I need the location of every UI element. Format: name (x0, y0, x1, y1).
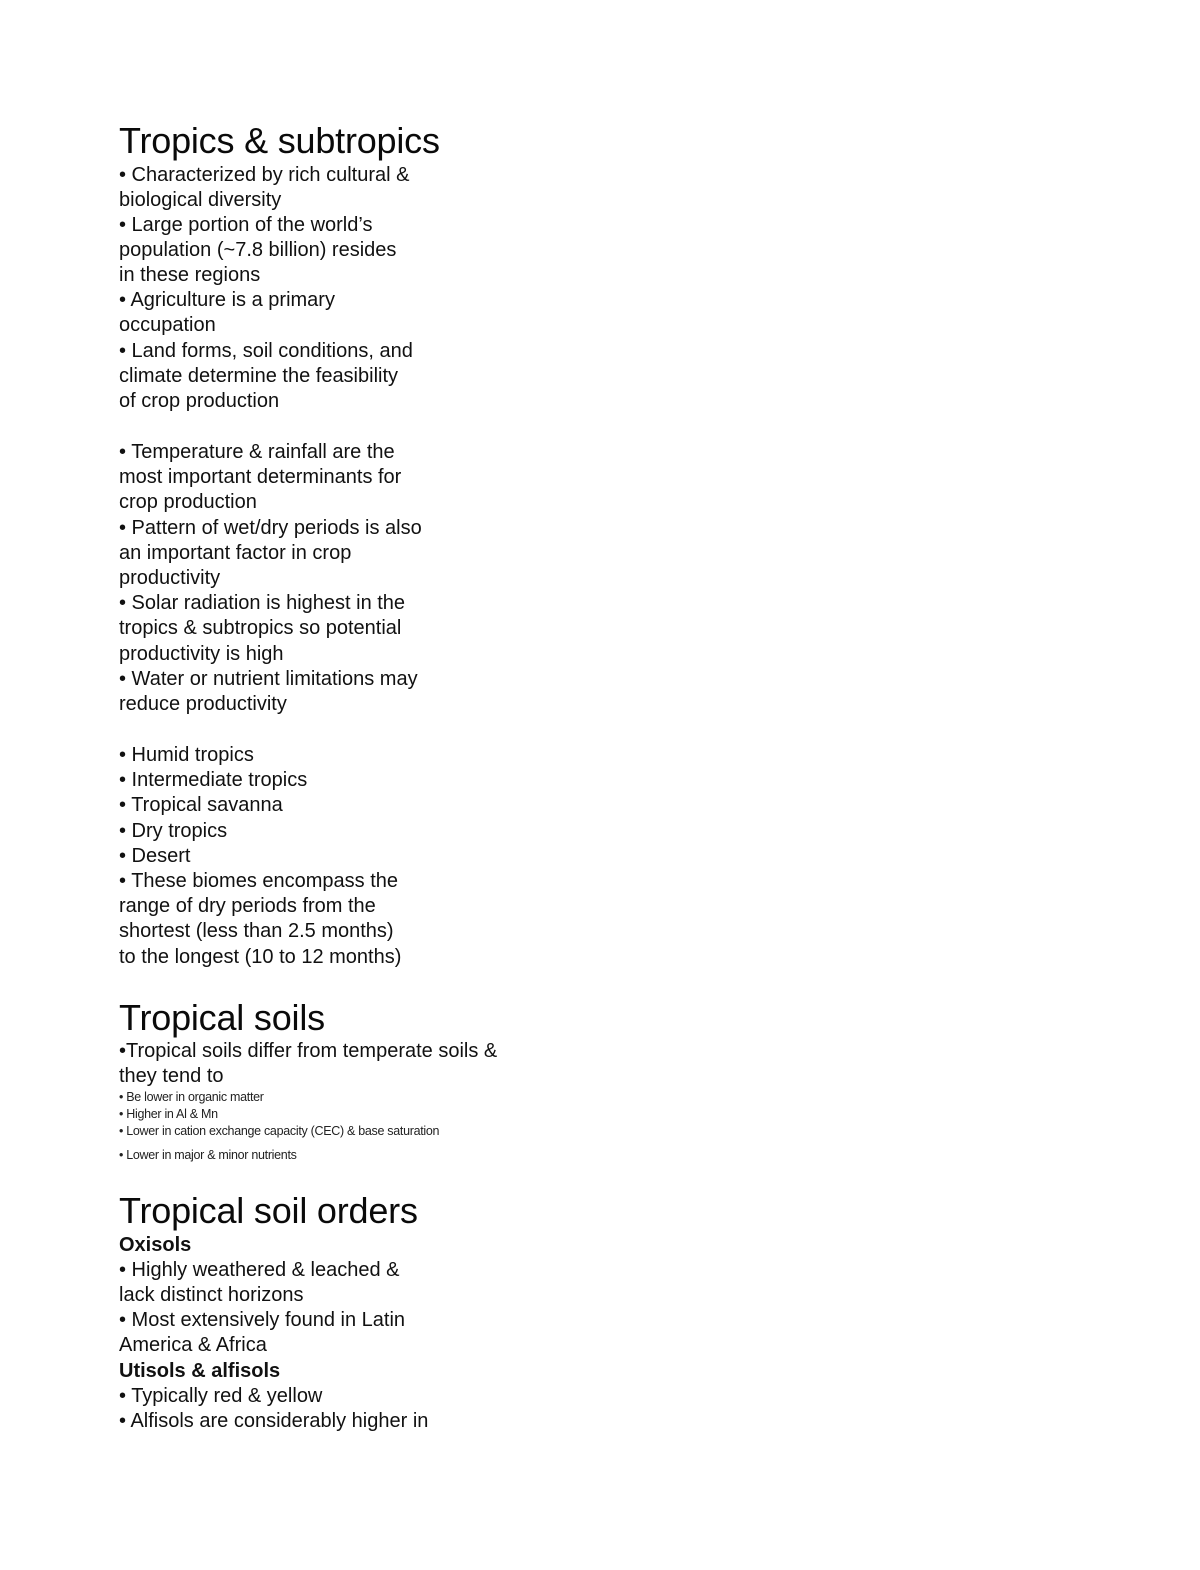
text-line: • Agriculture is a primary (119, 289, 335, 311)
text-line: productivity is high (119, 643, 284, 665)
text-line: lack distinct horizons (119, 1284, 304, 1306)
heading-tropical-soil-orders: Tropical soil orders (119, 1190, 418, 1231)
text-line: reduce productivity (119, 693, 287, 715)
text-line: they tend to (119, 1065, 224, 1087)
text-line: productivity (119, 567, 221, 589)
text-line: to the longest (10 to 12 months) (119, 946, 402, 968)
text-line: •Tropical soils differ from temperate soils & (119, 1040, 498, 1062)
text-line: population (~7.8 billion) resides (119, 239, 397, 261)
text-line: of crop production (119, 390, 280, 412)
subheading-utisols-alfisols: Utisols & alfisols (119, 1360, 281, 1382)
text-line: range of dry periods from the (119, 895, 376, 917)
text-line: • Desert (119, 845, 191, 867)
text-line: occupation (119, 314, 216, 336)
text-line: • Most extensively found in Latin (119, 1309, 406, 1331)
text-line: most important determinants for (119, 466, 402, 488)
text-line: • Humid tropics (119, 744, 254, 766)
heading-tropics-subtropics: Tropics & subtropics (119, 120, 440, 161)
small-text-line: • Be lower in organic matter (119, 1090, 264, 1104)
text-line: • Typically red & yellow (119, 1385, 323, 1407)
subheading-oxisols: Oxisols (119, 1234, 192, 1256)
small-text-line: • Lower in cation exchange capacity (CEC) & base saturation (119, 1124, 440, 1138)
text-line: • Tropical savanna (119, 794, 283, 816)
text-line: climate determine the feasibility (119, 365, 399, 387)
text-line: an important factor in crop (119, 542, 352, 564)
text-line: • Dry tropics (119, 820, 228, 842)
text-line: • Pattern of wet/dry periods is also (119, 517, 422, 539)
text-line: crop production (119, 491, 257, 513)
text-line: • Land forms, soil conditions, and (119, 340, 413, 362)
text-line: • Solar radiation is highest in the (119, 592, 406, 614)
text-line: America & Africa (119, 1334, 267, 1356)
text-line: • Characterized by rich cultural & (119, 164, 410, 186)
text-line: • Large portion of the world’s (119, 214, 373, 236)
text-line: • Alfisols are considerably higher in (119, 1410, 429, 1432)
heading-tropical-soils: Tropical soils (119, 997, 325, 1038)
text-line: • Water or nutrient limitations may (119, 668, 418, 690)
text-line: biological diversity (119, 189, 282, 211)
text-line: • Temperature & rainfall are the (119, 441, 395, 463)
text-line: in these regions (119, 264, 261, 286)
text-line: • These biomes encompass the (119, 870, 399, 892)
small-text-line: • Lower in major & minor nutrients (119, 1148, 297, 1162)
text-line: • Highly weathered & leached & (119, 1259, 400, 1281)
text-line: tropics & subtropics so potential (119, 617, 402, 639)
text-line: shortest (less than 2.5 months) (119, 920, 394, 942)
text-line: • Intermediate tropics (119, 769, 308, 791)
small-text-line: • Higher in Al & Mn (119, 1107, 218, 1121)
